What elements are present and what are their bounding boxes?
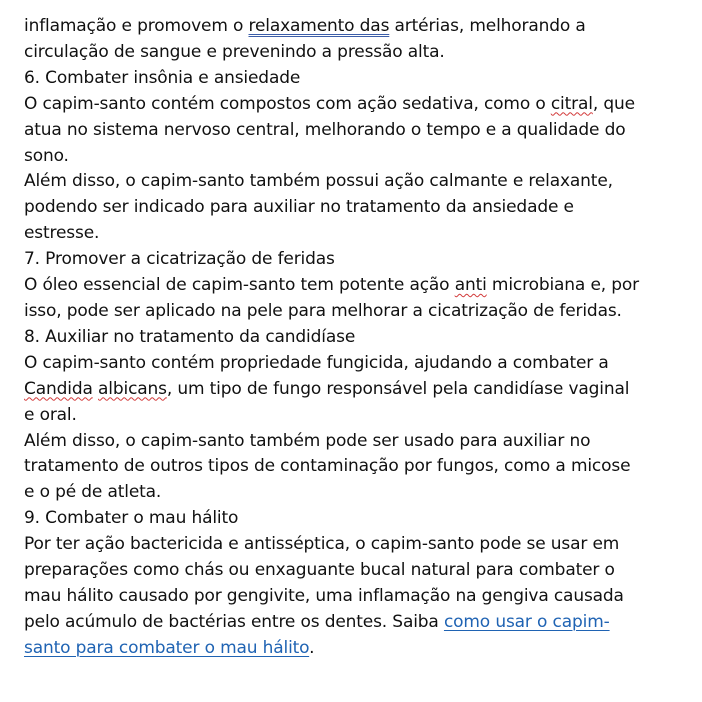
text-line: pelo acúmulo de bactérias entre os dentes. Saiba como usar o capim- [24,611,610,632]
text-line: e o pé de atleta. [24,482,162,503]
text-line: O óleo essencial de capim-santo tem potente ação anti microbiana e, por [24,275,639,296]
text-line: O capim-santo contém compostos com ação sedativa, como o citral, que [24,93,635,114]
text-line: e oral. [24,404,77,425]
text-line: mau hálito causado por gengivite, uma inflamação na gengiva causada [24,585,624,606]
text-line: Por ter ação bactericida e antisséptica, o capim-santo pode se usar em [24,534,620,555]
text-line: atua no sistema nervoso central, melhorando o tempo e a qualidade do [24,119,626,140]
text-line: tratamento de outros tipos de contaminação por fungos, como a micose [24,456,631,477]
section-heading-8: 8. Auxiliar no tratamento da candidíase [24,326,356,347]
text-line: inflamação e promovem o relaxamento das artérias, melhorando a [24,16,586,36]
text-line: O capim-santo contém propriedade fungicida, ajudando a combater a [24,352,609,373]
text-line: circulação de sangue e prevenindo a pressão alta. [24,41,445,62]
text-line: preparações como chás ou enxaguante bucal natural para combater o [24,560,615,581]
spelling-flag[interactable]: citral [550,93,593,114]
text-line: Além disso, o capim-santo também possui ação calmante e relaxante, [24,171,613,192]
text-line: santo para combater o mau hálito. [24,637,315,658]
section-heading-9: 9. Combater o mau hálito [24,508,239,529]
spelling-flag[interactable]: albicans [98,378,167,399]
text-line: Candida albicans, um tipo de fungo responsável pela candidíase vaginal [24,378,630,399]
text-line: sono. [24,145,69,166]
spelling-flag[interactable]: anti [454,275,487,296]
text-line: Além disso, o capim-santo também pode ser usado para auxiliar no [24,430,591,451]
spelling-flag[interactable]: Candida [24,378,93,399]
mau-halito-link[interactable]: como usar o capim- [443,611,610,632]
text-line: isso, pode ser aplicado na pele para melhorar a cicatrização de feridas. [24,300,622,321]
section-heading-6: 6. Combater insônia e ansiedade [24,67,301,88]
mau-halito-link-continued[interactable]: santo para combater o mau hálito [24,637,310,658]
section-heading-7: 7. Promover a cicatrização de feridas [24,249,335,270]
text-line: estresse. [24,223,100,244]
text-line: podendo ser indicado para auxiliar no tratamento da ansiedade e [24,197,574,218]
grammar-flag[interactable]: relaxamento das [248,16,390,36]
document-body [24,14,684,662]
